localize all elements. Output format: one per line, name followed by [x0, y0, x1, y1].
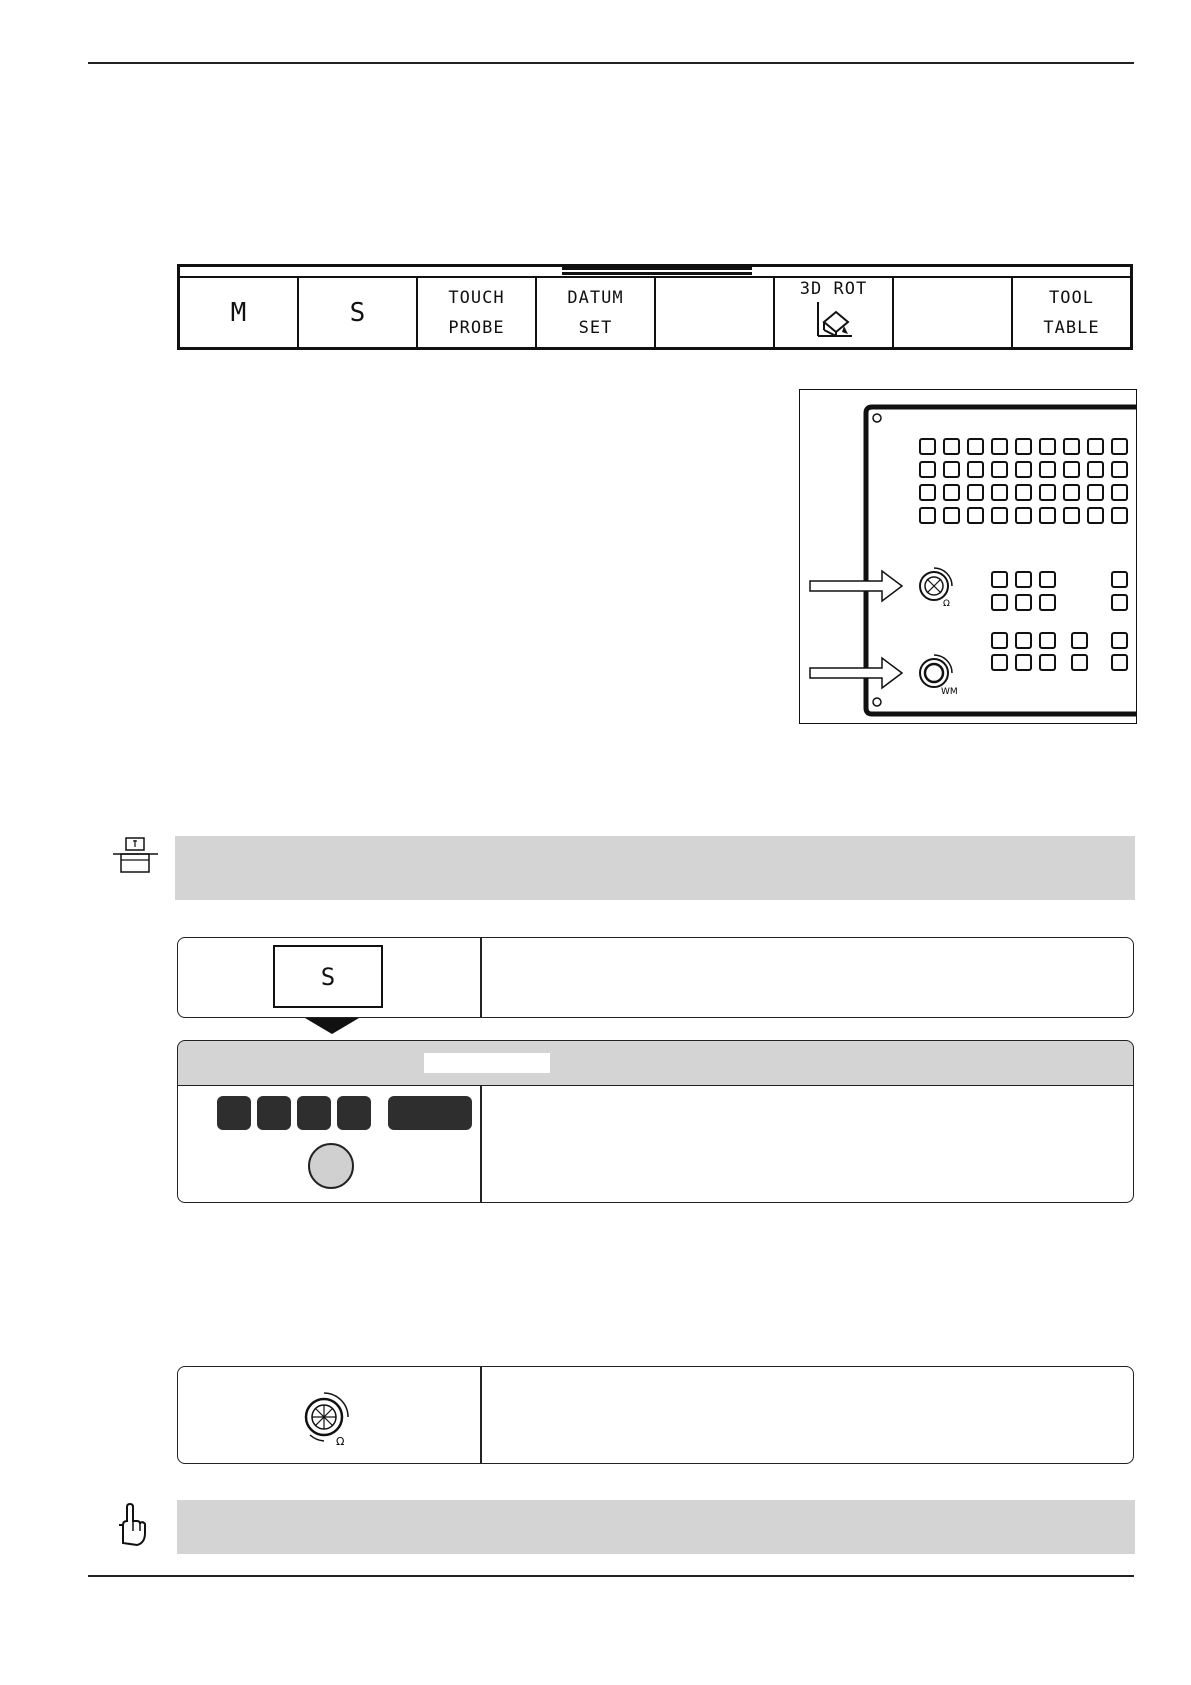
panel-key — [944, 485, 959, 500]
panel-key — [1040, 595, 1055, 610]
operating-panel-illustration — [799, 389, 1137, 724]
softkey-touch-probe[interactable] — [418, 278, 537, 347]
softkey-3d-rot-label: 3D ROT — [799, 279, 868, 299]
digit-key-1[interactable] — [217, 1096, 251, 1130]
softkey-empty-7[interactable] — [894, 278, 1013, 347]
softkey-bar — [177, 264, 1133, 350]
softkey-tool-table[interactable] — [1013, 278, 1130, 347]
panel-key — [1088, 439, 1103, 454]
dialog-header — [177, 1040, 1134, 1086]
panel-key — [1016, 595, 1031, 610]
panel-key — [968, 508, 983, 523]
panel-key — [1088, 485, 1103, 500]
step-override-knob — [177, 1366, 1134, 1464]
svg-text:Ω: Ω — [943, 599, 950, 609]
panel-key — [1040, 655, 1055, 670]
step-divider — [480, 938, 482, 1017]
panel-key — [1040, 485, 1055, 500]
machine-tool-icon — [112, 836, 162, 876]
panel-key — [1112, 439, 1127, 454]
softkey-touch-probe-line2: PROBE — [448, 317, 505, 338]
panel-key — [1040, 439, 1055, 454]
panel-key — [1016, 508, 1031, 523]
3d-rot-icon — [812, 300, 856, 340]
bottom-rule — [88, 1575, 1134, 1577]
panel-key — [1088, 508, 1103, 523]
panel-key — [1016, 655, 1031, 670]
panel-key — [1112, 572, 1127, 587]
panel-key — [992, 462, 1007, 477]
panel-key — [992, 485, 1007, 500]
panel-key — [1088, 462, 1103, 477]
panel-key — [1064, 462, 1079, 477]
digit-key-3[interactable] — [297, 1096, 331, 1130]
panel-key — [1040, 462, 1055, 477]
softkey-level-marker-2 — [562, 272, 752, 275]
digit-key-4[interactable] — [337, 1096, 371, 1130]
panel-key — [992, 655, 1007, 670]
panel-key — [920, 508, 935, 523]
softkey-3d-rot[interactable] — [775, 278, 894, 347]
panel-key — [1064, 508, 1079, 523]
softkey-s[interactable] — [299, 278, 418, 347]
softkey-datum-set[interactable] — [537, 278, 656, 347]
softkey-touch-probe-line1: TOUCH — [448, 287, 505, 308]
operating-panel-drawing — [800, 390, 1136, 723]
panel-key — [1112, 595, 1127, 610]
softkey-empty-5[interactable] — [656, 278, 775, 347]
softkey-tool-table-line1: TOOL — [1049, 287, 1094, 308]
digit-key-2[interactable] — [257, 1096, 291, 1130]
panel-key — [1072, 655, 1087, 670]
panel-key — [920, 439, 935, 454]
panel-key — [920, 485, 935, 500]
hint-banner — [177, 1500, 1135, 1554]
svg-text:WM: WM — [941, 687, 958, 697]
softkey-s-label: S — [349, 297, 366, 328]
feed-knob-icon — [920, 655, 958, 697]
softkey-datum-set-line2: SET — [578, 317, 613, 338]
dialog-input-field[interactable] — [424, 1053, 550, 1073]
panel-key — [1016, 572, 1031, 587]
panel-key — [968, 485, 983, 500]
panel-key — [920, 462, 935, 477]
panel-key — [1040, 633, 1055, 648]
softkey-tool-table-line2: TABLE — [1043, 317, 1100, 338]
top-rule — [88, 62, 1134, 64]
panel-key — [992, 595, 1007, 610]
panel-key — [968, 439, 983, 454]
svg-text:Ω: Ω — [336, 1435, 345, 1448]
pointing-hand-icon — [113, 1503, 153, 1547]
panel-key — [944, 508, 959, 523]
softkey-m-label: M — [230, 297, 247, 328]
panel-key — [1016, 633, 1031, 648]
s-softkey-button[interactable] — [273, 945, 383, 1008]
panel-key — [992, 572, 1007, 587]
panel-key — [1040, 508, 1055, 523]
step-spindle-key — [177, 937, 1134, 1018]
panel-key — [944, 439, 959, 454]
s-softkey-label: S — [320, 962, 336, 991]
panel-key — [968, 462, 983, 477]
machine-note-banner — [175, 836, 1135, 900]
panel-key — [1112, 633, 1127, 648]
panel-key — [1112, 462, 1127, 477]
override-knob-icon — [920, 568, 952, 609]
panel-key — [1016, 485, 1031, 500]
softkey-datum-set-line1: DATUM — [567, 287, 624, 308]
panel-key — [1072, 633, 1087, 648]
panel-key — [1112, 485, 1127, 500]
panel-key — [1040, 572, 1055, 587]
panel-key — [1016, 462, 1031, 477]
panel-key — [1112, 655, 1127, 670]
panel-key — [1112, 508, 1127, 523]
start-key[interactable] — [308, 1143, 354, 1189]
panel-key — [1064, 485, 1079, 500]
dialog-body — [177, 1085, 1134, 1203]
panel-key — [992, 633, 1007, 648]
down-arrow-icon — [305, 1018, 359, 1034]
softkey-level-marker — [562, 267, 752, 270]
arrow-right-icon — [810, 571, 902, 688]
softkey-m[interactable] — [180, 278, 299, 347]
panel-key — [992, 439, 1007, 454]
panel-key — [1064, 439, 1079, 454]
panel-key — [1016, 439, 1031, 454]
panel-key — [944, 462, 959, 477]
dialog-divider — [480, 1085, 482, 1202]
step-divider — [480, 1367, 482, 1463]
enter-key[interactable] — [388, 1096, 472, 1130]
panel-key — [992, 508, 1007, 523]
override-knob-icon[interactable] — [298, 1385, 362, 1449]
